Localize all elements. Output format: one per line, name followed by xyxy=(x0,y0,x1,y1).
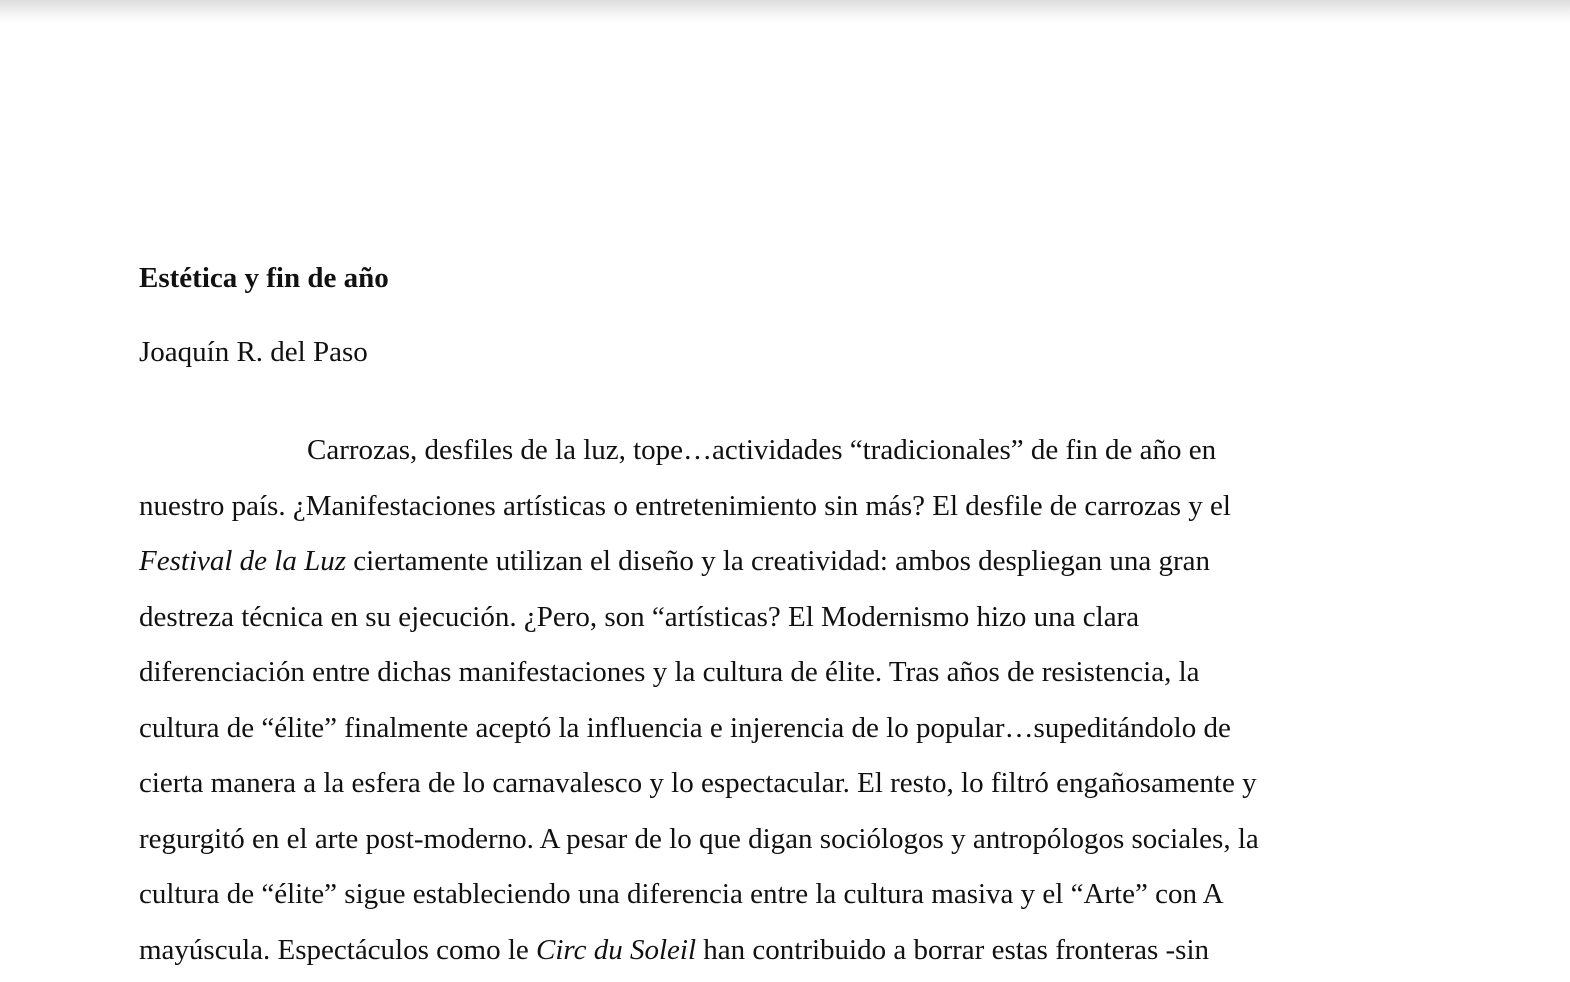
body-text-segment: destreza técnica en su ejecución. ¿Pero, son “artísticas? El Modernismo hizo una clara xyxy=(139,600,1140,633)
body-text-segment: nuestro país. ¿Manifestaciones artísticas o entretenimiento sin más? El desfile de carrozas y el xyxy=(139,489,1231,522)
body-line xyxy=(139,812,1429,868)
body-text-segment: cultura de “élite” finalmente aceptó la influencia e injerencia de lo popular…supeditándolo de xyxy=(139,711,1231,744)
body-line xyxy=(139,590,1429,646)
body-line xyxy=(139,423,1429,479)
body-text-segment: diferenciación entre dichas manifestaciones y la cultura de élite. Tras años de resistencia, la xyxy=(139,656,1200,688)
body-line xyxy=(139,645,1429,701)
document-title: Estética y fin de año xyxy=(139,262,389,294)
body-line xyxy=(139,534,1429,590)
body-line xyxy=(139,701,1429,757)
body-text-segment: han contribuido a borrar estas fronteras -sin xyxy=(696,933,1210,966)
body-line xyxy=(139,756,1429,812)
body-text-segment: ciertamente utilizan el diseño y la creatividad: ambos despliegan una gran xyxy=(346,545,1211,577)
document-page xyxy=(0,24,1570,982)
body-text-segment: Carrozas, desfiles de la luz, tope…actividades “tradicionales” de fin de año en xyxy=(307,434,1217,466)
body-paragraph xyxy=(139,423,1429,978)
body-text-segment: cierta manera a la esfera de lo carnavalesco y lo espectacular. El resto, lo filtró engañosamente y xyxy=(139,767,1257,799)
body-line xyxy=(139,923,1429,979)
body-line xyxy=(139,867,1429,923)
italic-title-text: Festival de la Luz xyxy=(139,545,347,577)
italic-title-text: Circ du Soleil xyxy=(536,933,697,966)
page-top-shadow xyxy=(0,0,1570,24)
body-text-segment: regurgitó en el arte post-moderno. A pesar de lo que digan sociólogos y antropólogos sociales, la xyxy=(139,822,1259,855)
body-text-segment: mayúscula. Espectáculos como le xyxy=(139,933,537,966)
body-text-segment: cultura de “élite” sigue estableciendo una diferencia entre la cultura masiva y el “Arte” con A xyxy=(139,878,1224,910)
body-line xyxy=(139,479,1429,535)
document-author: Joaquín R. del Paso xyxy=(139,336,368,368)
